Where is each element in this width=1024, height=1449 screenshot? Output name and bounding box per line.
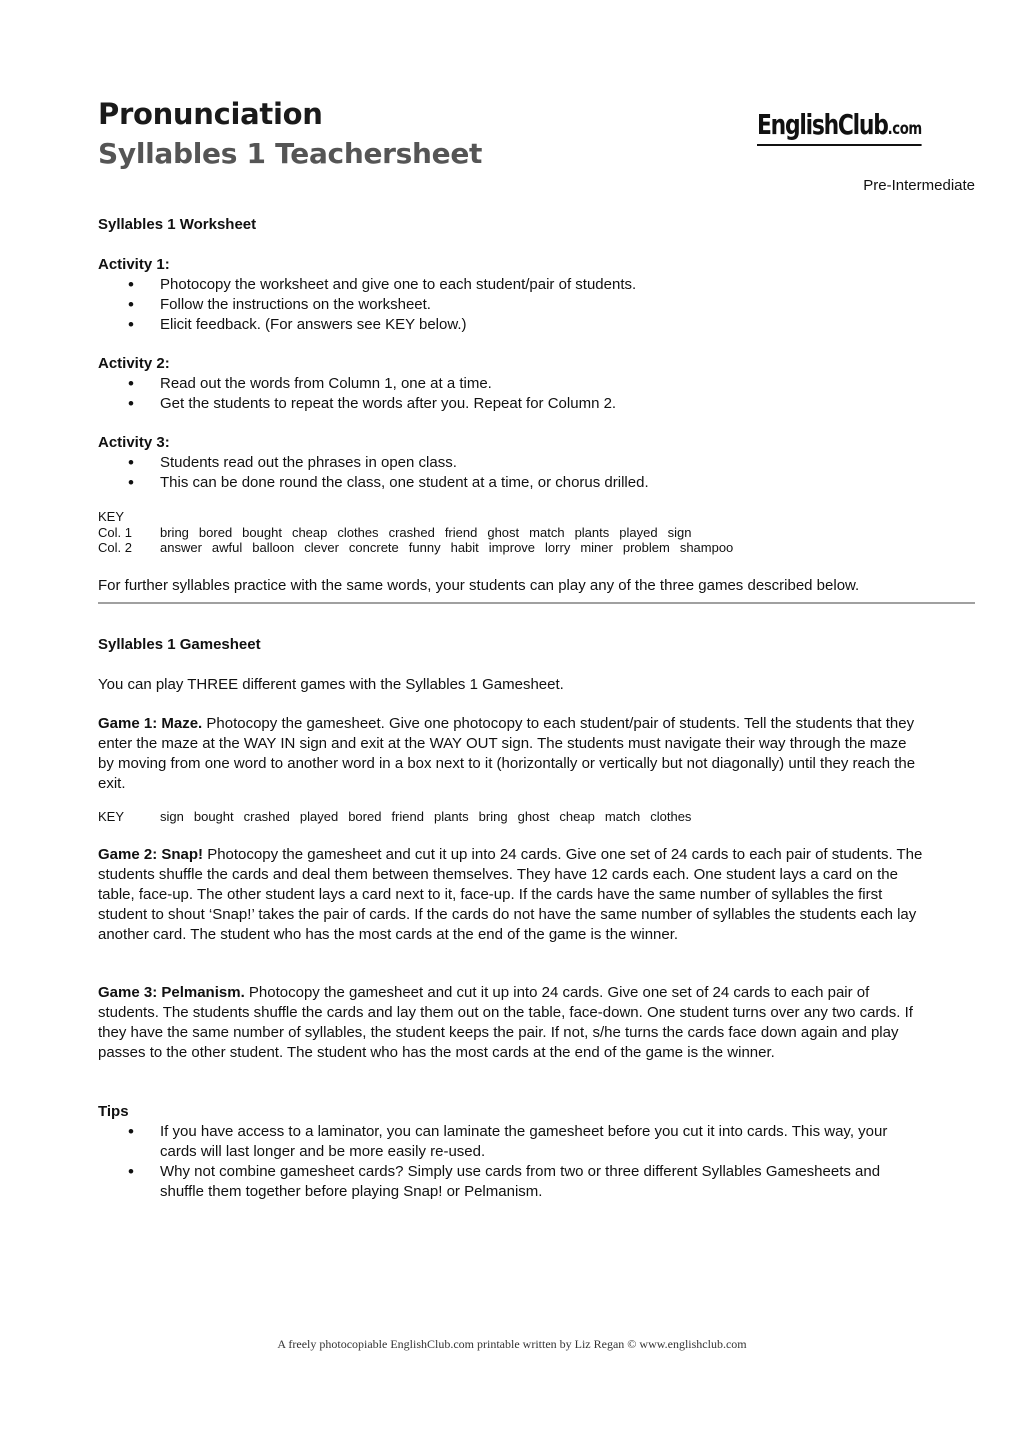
key-word: match [529,524,565,540]
list-item: • This can be done round the class, one student at a time, or chorus drilled. [98,473,975,493]
game-1-title: Game 1: Maze. [98,715,203,732]
game-2-text: Photocopy the gamesheet and cut it up into 24 cards. Give one set of 24 cards to each pair of students. The students shuffle the cards and deal them between themselves. They have 12 cards each. One student lays a card on the table, face-up. The other student lays a card next to it, face-up. If the cards have the same number of syllables the first student to shout ‘Snap!’ takes the pair of cards. If the cards do not have the same number of syllables the students each lay another card. The student who has the most cards at the end of the game is the winner. [98,846,923,943]
key-word: played [299,809,339,824]
page-subtitle: Syllables 1 Teachersheet [98,137,483,170]
key-label: KEY [98,509,125,524]
key-word: sign [667,524,692,540]
key-row-col1 [98,525,975,541]
key-word: balloon [252,540,295,555]
list-item: • Photocopy the worksheet and give one to each student/pair of students. [98,275,975,295]
gamesheet-key-label: KEY [98,809,125,824]
page-footer: A freely photocopiable EnglishClub.com printable written by Liz Regan © www.englishclub.com [277,1337,747,1351]
activity-1-list [98,275,975,335]
activity-2-heading: Activity 2: [98,355,170,372]
key-col1-label: Col. 1 [98,524,132,540]
list-item: • Students read out the phrases in open class. [98,453,975,473]
key-word: ghost [487,524,520,540]
key-word: match [604,809,641,824]
game-2-paragraph [98,845,928,945]
key-word: cheap [291,524,328,540]
further-practice-text: For further syllables practice with the same words, your students can play any of the three games described below. [98,577,860,594]
key-word: lorry [545,540,571,555]
key-word: bring [478,809,508,824]
gamesheet-key-row [98,809,975,825]
key-word: friend [444,524,478,540]
key-word: miner [580,540,613,555]
key-word: bring [160,524,189,540]
key-word: concrete [348,540,399,555]
key-word: cheap [559,809,595,824]
tips-heading: Tips [98,1103,129,1120]
key-word: bought [242,524,282,540]
game-2-title: Game 2: Snap! [98,846,204,863]
list-item: • Read out the words from Column 1, one at a time. [98,374,975,394]
game-3-paragraph [98,983,923,1063]
key-word: problem [622,540,670,555]
list-item: • Why not combine gamesheet cards? Simply use cards from two or three different Syllables Gamesheets and shuffle them together before playing Snap! or Pelmanism. [98,1162,923,1202]
key-word: awful [211,540,243,555]
level-label: Pre-Intermediate [863,177,975,194]
activity-1-heading: Activity 1: [98,256,170,273]
list-item: • Elicit feedback. (For answers see KEY below.) [98,315,975,335]
logo-main: EnglishClub [757,108,888,141]
key-col2-label: Col. 2 [98,540,132,555]
gamesheet-heading: Syllables 1 Gamesheet [98,636,261,653]
worksheet-key [98,509,975,556]
activity-3-heading: Activity 3: [98,434,170,451]
game-3-text: Photocopy the gamesheet and cut it up into 24 cards. Give one set of 24 cards to each pair of students. The students shuffle the cards and lay them out on the table, face-down. One student turns over any two cards. If they have the same number of syllables, the student keeps the pair. If not, s/he turns the cards face down again and play passes to the other student. The student who has the most cards at the end of the game is the winner. [98,984,913,1061]
key-word: clothes [650,809,692,824]
gamesheet-key-words [160,809,701,825]
key-word: habit [450,540,479,555]
key-word: plants [574,524,610,540]
list-item: • Follow the instructions on the worksheet. [98,295,975,315]
key-word: ghost [517,809,550,824]
key-word: funny [408,540,441,555]
gamesheet-key [98,809,975,825]
key-word: bored [348,809,382,824]
logo-suffix: .com [887,119,922,139]
game-1-text: Photocopy the gamesheet. Give one photocopy to each student/pair of students. Tell the students that they enter the maze at the WAY IN sign and exit at the WAY OUT sign. The students must navigate their way through the maze by moving from one word to another word in a box next to it (horizontally or vertically but not diagonally) until they reach the exit. [98,715,916,792]
game-1-paragraph [98,714,918,794]
activity-3 [98,433,975,493]
key-word: clothes [337,524,379,540]
section-divider [98,602,975,604]
activity-1 [98,255,975,335]
key-word: played [619,524,658,540]
list-item: • If you have access to a laminator, you can laminate the gamesheet before you cut it into cards. This way, your cards will last longer and be more easily re-used. [98,1122,923,1162]
worksheet-heading: Syllables 1 Worksheet [98,216,257,233]
key-word: bored [198,524,233,540]
key-col2-words [160,540,743,556]
tips-section [98,1102,923,1202]
key-word: plants [433,809,469,824]
key-word: clever [304,540,339,555]
activity-2 [98,354,975,414]
game-3-title: Game 3: Pelmanism. [98,984,245,1001]
key-col1-words [160,525,701,541]
key-word: crashed [243,809,290,824]
key-word: bought [193,809,234,824]
key-row-col2 [98,540,975,556]
key-word: shampoo [679,540,734,555]
key-word: improve [488,540,536,555]
activity-3-list [98,453,975,493]
key-word: answer [160,540,202,555]
activity-2-list [98,374,975,414]
list-item: • Get the students to repeat the words after you. Repeat for Column 2. [98,394,975,414]
page-title: Pronunciation [98,97,323,131]
key-word: sign [160,809,184,824]
key-word: crashed [388,524,435,540]
gamesheet-intro: You can play THREE different games with the Syllables 1 Gamesheet. [98,676,564,693]
englishclub-logo [757,110,922,146]
tips-list [98,1122,923,1202]
key-word: friend [391,809,424,824]
